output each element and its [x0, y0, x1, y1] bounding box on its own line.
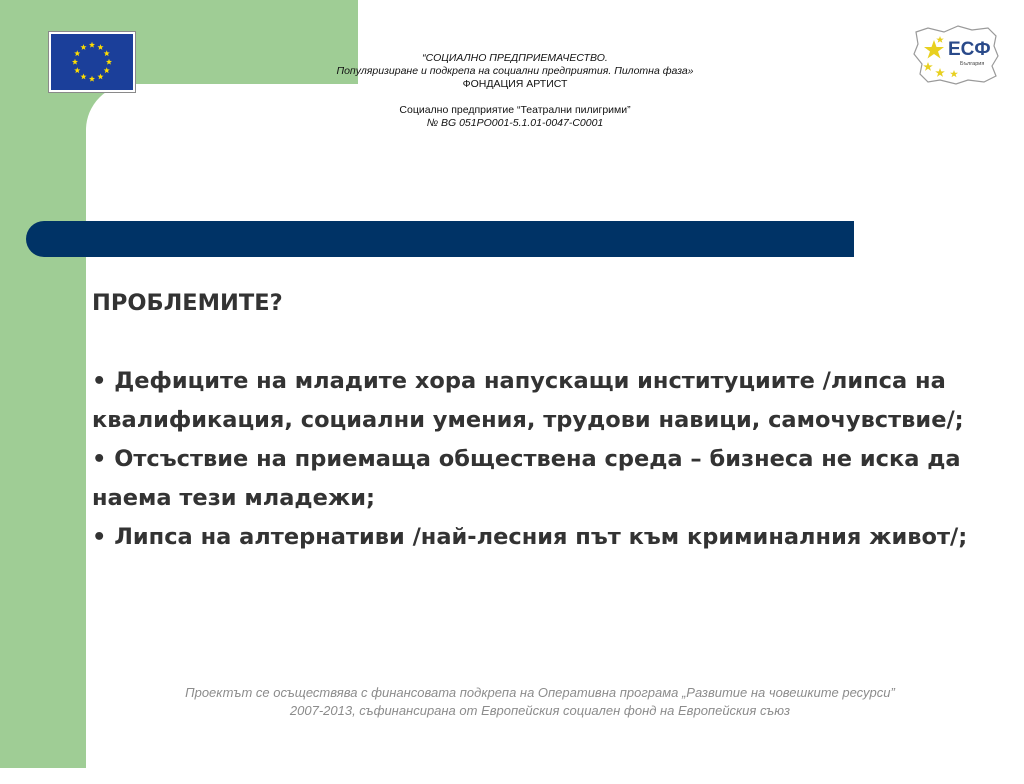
- header-line-5: № BG 051PO001-5.1.01-0047-C0001: [426, 117, 604, 129]
- header-line-1: “СОЦИАЛНО ПРЕДПРИЕМАЧЕСТВО.: [422, 52, 608, 64]
- eu-stars-icon: [51, 34, 133, 90]
- bullet-item-2: • Отсъствие на приемаща обществена среда – бизнеса не иска да наема тези младежи;: [92, 446, 961, 511]
- header-line-2: Популяризиране и подкрепа на социални предприятия. Пилотна фаза»: [336, 65, 694, 77]
- slide-title: ПРОБЛЕМИТЕ?: [92, 290, 283, 316]
- bullet-item-3: • Липса на алтернативи /най-лесния път към криминалния живот/;: [92, 524, 968, 550]
- esf-logo-text: ЕСФ: [948, 39, 991, 60]
- project-header: [250, 52, 780, 130]
- eu-flag-logo: [48, 31, 136, 93]
- footer-line-2: 2007-2013, съфинансирана от Европейския социален фонд на Европейския съюз: [289, 703, 791, 718]
- funding-footer: [100, 684, 980, 720]
- esf-logo-subtext: България: [960, 61, 985, 67]
- esf-logo: [910, 22, 1000, 88]
- navy-divider-bar: [26, 221, 854, 257]
- footer-line-1: Проектът се осъществява с финансовата подкрепа на Оперативна програма „Развитие на човешките ресурси”: [185, 685, 895, 700]
- main-content: [92, 284, 992, 557]
- bullet-item-1: • Дефиците на младите хора напускащи институциите /липса на квалификация, социални умения, трудови навици, самочувствие/;: [92, 368, 964, 433]
- header-line-4: Социално предприятие “Театрални пилигрими”: [399, 104, 631, 116]
- header-line-3: ФОНДАЦИЯ АРТИСТ: [462, 78, 568, 90]
